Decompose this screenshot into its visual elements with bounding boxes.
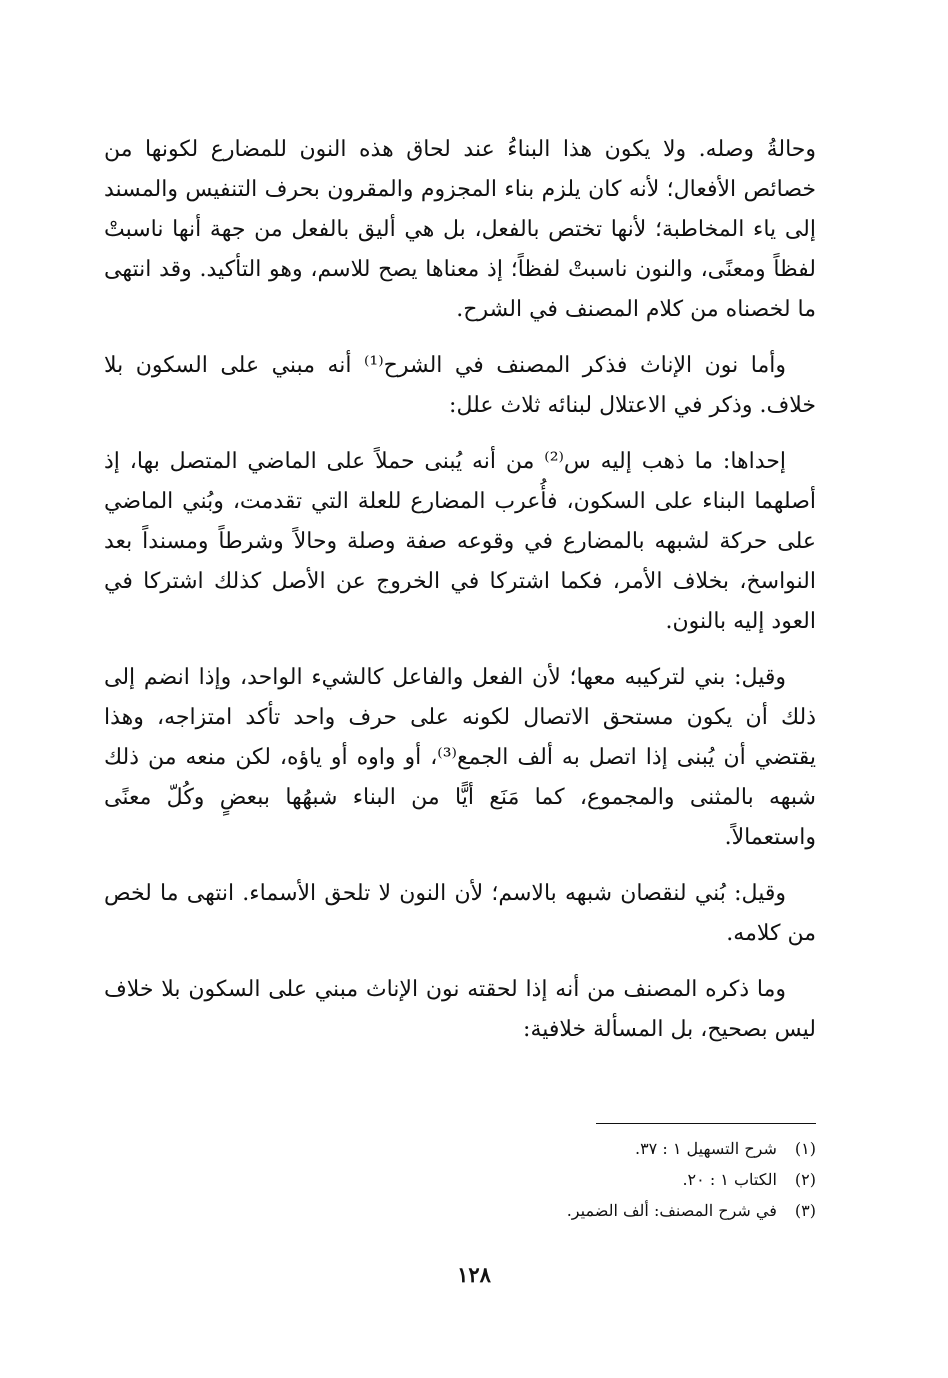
footnote-text: في شرح المصنف: ألف الضمير.: [566, 1201, 777, 1220]
footnote-2: [336, 1164, 816, 1195]
paragraph-3: إحداها: ما ذهب إليه س⁽²⁾ من أنه يُبنى حملاً على الماضي المتصل بها، إذ أصلهما البناء على السكون، فأُعرب المضارع للعلة التي تقدمت، وبُني الماضي على حركة لشبهه بالمضارع في وقوعه صفة وصلة وحالاً وشرطاً ومسنداً بعد النواسخ، بخلاف الأمر، فكما اشتركا في الخروج عن الأصل كذلك اشتركا في العود إليه بالنون.: [104, 449, 816, 634]
footnote-number: (٢): [794, 1170, 816, 1189]
footnote-divider: [596, 1123, 816, 1124]
footnote-text: الكتاب ١ : ٢٠.: [682, 1170, 777, 1189]
paragraph-6: وما ذكره المصنف من أنه إذا لحقته نون الإناث مبني على السكون بلا خلاف ليس بصحيح، بل المسألة خلافية:: [104, 977, 816, 1042]
page-number: ١٢٨: [457, 1262, 491, 1287]
paragraph-1: وحالةُ وصله. ولا يكون هذا البناءُ عند لحاق هذه النون للمضارع لكونها من خصائص الأفعال؛ لأنه كان يلزم بناء المجزوم والمقرون بحرف التنفيس والمسند إلى ياء المخاطبة؛ لأنها تختص بالفعل، بل هي أليق بالفعل من جهة أنها ناسبتْ لفظاً ومعنًى، والنون ناسبتْ لفظاً؛ إذ معناها يصح للاسم، وهو التأكيد. وقد انتهى ما لخصناه من كلام المصنف في الشرح.: [104, 137, 816, 322]
footnote-text: شرح التسهيل ١ : ٣٧.: [634, 1139, 777, 1158]
footnote-number: (١): [794, 1139, 816, 1158]
paragraph-4: وقيل: بني لتركيبه معها؛ لأن الفعل والفاعل كالشيء الواحد، وإذا انضم إلى ذلك أن يكون مستحق الاتصال لكونه على حرف واحد تأكد امتزاجه، وهذا يقتضي أن يُبنى إذا اتصل به ألف الجمع⁽³⁾، أو واوه أو ياؤه، لكن منعه من ذلك شبهه بالمثنى والمجموع، كما مَنَع أيًّا من البناء شبهُها ببعضٍ وكُلّ معنًى واستعمالاً.: [104, 665, 817, 850]
paragraph-5: وقيل: بُني لنقصان شبهه بالاسم؛ لأن النون لا تلحق الأسماء. انتهى ما لخص من كلامه.: [104, 881, 816, 946]
footnotes: [336, 1133, 816, 1226]
footnote-1: [336, 1133, 816, 1164]
paragraph-2: وأما نون الإناث فذكر المصنف في الشرح⁽¹⁾ أنه مبني على السكون بلا خلاف. وذكر في الاعتلال لبنائه ثلاث علل:: [104, 353, 816, 418]
main-text: [104, 130, 816, 1066]
footnote-number: (٣): [794, 1201, 816, 1220]
footnote-3: [336, 1195, 816, 1226]
